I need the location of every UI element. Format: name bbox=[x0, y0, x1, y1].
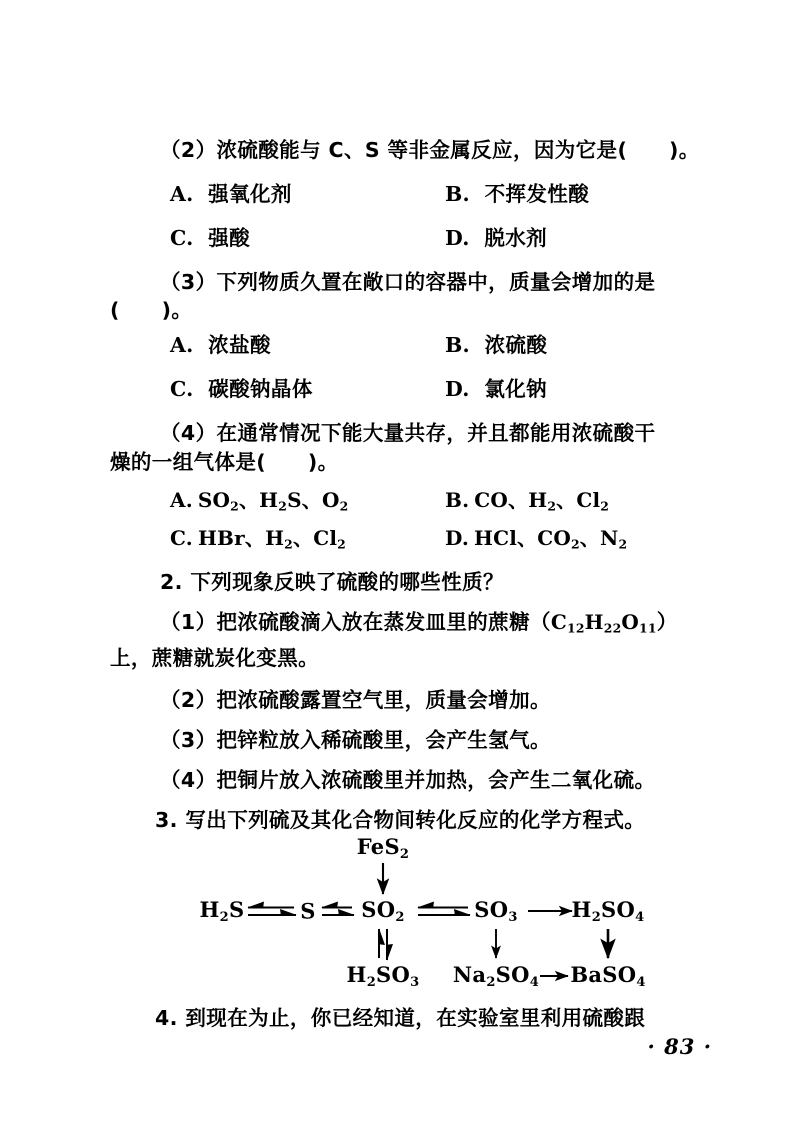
question-1-2-option-c bbox=[170, 228, 250, 249]
node-h2s: $H_2S$ bbox=[199, 897, 245, 925]
question-1-3-option-d bbox=[445, 379, 547, 400]
question-1-3-option-a bbox=[170, 335, 271, 356]
node-so2: $SO_2$ bbox=[361, 897, 405, 925]
option-text-a: 浓盐酸 bbox=[208, 333, 271, 357]
option-label-d: D. bbox=[445, 526, 469, 550]
sulfur-conversion-diagram bbox=[0, 830, 800, 995]
option-label-d: D. bbox=[445, 226, 470, 250]
question-1-3-option-c bbox=[170, 379, 313, 400]
page-number: · 83 · bbox=[647, 1034, 712, 1059]
option-label-b: B. bbox=[445, 182, 470, 206]
question-1-3-stem-line-1: （3）下列物质久置在敞口的容器中，质量会增加的是 bbox=[160, 270, 656, 294]
option-formula-c: HBr、$H_2$、$Cl_2$ bbox=[197, 526, 346, 552]
question-1-3-stem-line-2: ( )。 bbox=[110, 298, 193, 322]
question-1-4-option-c bbox=[170, 528, 346, 551]
question-2-stem: 2. 下列现象反映了硫酸的哪些性质？ bbox=[160, 570, 504, 594]
question-2-item-1-line-1 bbox=[160, 612, 678, 635]
question-1-2-stem: （2）浓硫酸能与 C、S 等非金属反应，因为它是( )。 bbox=[160, 138, 700, 162]
question-1-2-option-a bbox=[170, 184, 292, 205]
option-label-c: C. bbox=[170, 226, 194, 250]
question-2-item-2: （2）把浓硫酸露置空气里，质量会增加。 bbox=[160, 688, 551, 712]
question-2-item-4: （4）把铜片放入浓硫酸里并加热，会产生二氧化硫。 bbox=[160, 768, 656, 792]
question-2-item-3: （3）把锌粒放入稀硫酸里，会产生氢气。 bbox=[160, 728, 551, 752]
option-formula-b: CO、$H_2$、$Cl_2$ bbox=[474, 488, 610, 514]
question-1-4-option-b bbox=[445, 490, 609, 513]
question-4-stem: 4. 到现在为止，你已经知道，在实验室里利用硫酸跟 bbox=[155, 1006, 646, 1030]
node-baso4: BaSO$_4$ bbox=[570, 962, 646, 990]
option-label-a: A. bbox=[170, 182, 194, 206]
item-text-pre: （1）把浓硫酸滴入放在蒸发皿里的蔗糖（ bbox=[160, 610, 551, 634]
option-text-b: 浓硫酸 bbox=[484, 333, 548, 357]
sucrose-formula: $C_{12}H_{22}O_{11}$ bbox=[550, 610, 657, 636]
option-label-a: A. bbox=[170, 488, 193, 512]
node-h2so3: $H_2SO_3$ bbox=[346, 962, 420, 990]
question-2-item-1-line-2: 上，蔗糖就炭化变黑。 bbox=[110, 646, 319, 670]
option-label-d: D. bbox=[445, 377, 470, 401]
option-text-b: 不挥发性酸 bbox=[484, 182, 590, 206]
option-formula-d: HCl、$CO_2$、$N_2$ bbox=[474, 526, 628, 552]
option-text-a: 强氧化剂 bbox=[208, 182, 292, 206]
node-fes2: FeS$_2$ bbox=[356, 834, 410, 862]
node-h2so4: $H_2SO_4$ bbox=[571, 897, 645, 925]
question-1-4-stem-line-2: 燥的一组气体是( )。 bbox=[110, 450, 339, 474]
option-label-b: B. bbox=[445, 488, 470, 512]
option-label-a: A. bbox=[170, 333, 194, 357]
node-so3: $SO_3$ bbox=[474, 897, 518, 925]
question-1-4-option-d bbox=[445, 528, 627, 551]
item-text-post: ） bbox=[656, 610, 678, 634]
node-na2so4: $Na_2SO_4$ bbox=[452, 962, 540, 990]
question-1-4-stem-line-1: （4）在通常情况下能大量共存，并且都能用浓硫酸干 bbox=[160, 421, 656, 445]
question-1-4-option-a bbox=[170, 490, 348, 513]
question-3-stem: 3. 写出下列硫及其化合物间转化反应的化学方程式。 bbox=[155, 808, 646, 832]
option-label-c: C. bbox=[170, 377, 194, 401]
question-1-2-option-d bbox=[445, 228, 547, 249]
option-text-c: 强酸 bbox=[208, 226, 251, 250]
question-1-2-option-b bbox=[445, 184, 589, 205]
option-text-c: 碳酸钠晶体 bbox=[208, 377, 313, 401]
option-text-d: 氯化钠 bbox=[484, 377, 548, 401]
option-label-c: C. bbox=[170, 526, 193, 550]
node-s: S bbox=[300, 898, 316, 924]
option-text-d: 脱水剂 bbox=[484, 226, 548, 250]
question-1-3-option-b bbox=[445, 335, 547, 356]
option-formula-a: $SO_2$、$H_2S$、$O_2$ bbox=[197, 488, 349, 514]
option-label-b: B. bbox=[445, 333, 470, 357]
